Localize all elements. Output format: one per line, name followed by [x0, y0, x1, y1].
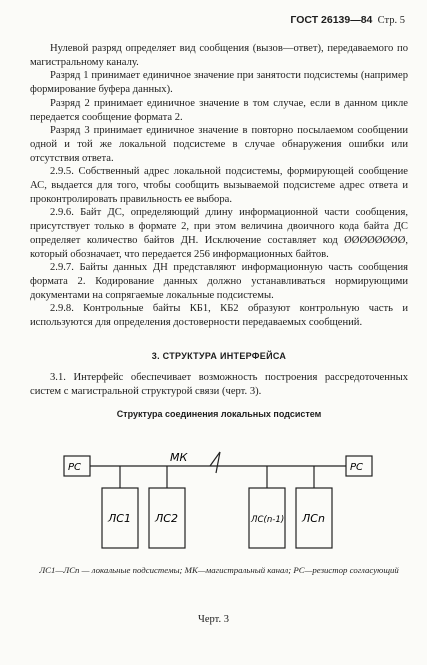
- standard-code: ГОСТ 26139—84: [290, 14, 373, 26]
- paragraph-2-9-7: 2.9.7. Байты данных ДН представляют информационную часть сообщения формата 2. Кодирование данных должно устанавливаться нормирующими документами на сопрягаемые локальные подсистемы.: [30, 262, 408, 301]
- diagram-svg: [60, 440, 380, 558]
- paragraph-bit3: Разряд 3 принимает единичное значение в повторно посылаемом сообщении одной и той же локальной подсистеме в случае обнаружения ошибки или отсутствия ответа.: [30, 125, 408, 164]
- terminator-right-label: РС: [350, 462, 364, 473]
- bus-label: МК: [170, 451, 188, 464]
- box-lsn-label: ЛСn: [302, 512, 325, 525]
- figure-title: Структура соединения локальных подсистем: [116, 408, 322, 419]
- figure-number: Черт. 3: [198, 614, 229, 625]
- paragraph-2-9-6: 2.9.6. Байт ДС, определяющий длину информационной части сообщения, присутствует только в формате 2, при этом величина двоичного кода байта ДС определяет количество байтов ДН. Исключение составляет код ØØØØØØØØ, который обозначает, что передается 256 информационных байтов.: [30, 207, 408, 260]
- figure-caption: ЛС1—ЛСn — локальные подсистемы; МК—магистральный канал; РС—резистор согласующий: [39, 565, 399, 575]
- paragraph-bit0: Нулевой разряд определяет вид сообщения (вызов—ответ), передаваемого по магистральному каналу.: [30, 43, 408, 68]
- terminator-left-label: РС: [68, 462, 82, 473]
- paragraph-bit1: Разряд 1 принимает единичное значение при занятости подсистемы (например формирование буфера данных).: [30, 70, 408, 96]
- paragraph-3-1: 3.1. Интерфейс обеспечивает возможность построения рассредоточенных систем с магистральной структурой связи (черт. 3).: [30, 372, 408, 398]
- page-header: [290, 14, 405, 26]
- paragraph-bit2: Разряд 2 принимает единичное значение в том случае, если в данном цикле передается сообщение формата 2.: [30, 97, 408, 123]
- paragraph-2-9-5: 2.9.5. Собственный адрес локальной подсистемы, формирующей сообщение АС, выдается для того, чтобы сообщить вызываемой подсистеме адрес ответа и проконтролировать правильность ее выбора.: [30, 166, 408, 205]
- section-title: 3. СТРУКТУРА ИНТЕРФЕЙСА: [151, 350, 287, 361]
- box-ls1-label: ЛС1: [108, 512, 131, 525]
- page-number: Стр. 5: [377, 15, 405, 26]
- document-body: [30, 42, 408, 422]
- bus-structure-diagram: [60, 440, 380, 558]
- paragraph-2-9-8: 2.9.8. Контрольные байты КБ1, КБ2 образуют контрольную часть и используются для определения достоверности передаваемых сообщений.: [30, 303, 408, 329]
- box-ls-n-1-label: ЛС(n-1): [251, 515, 285, 525]
- box-ls2-label: ЛС2: [155, 512, 178, 525]
